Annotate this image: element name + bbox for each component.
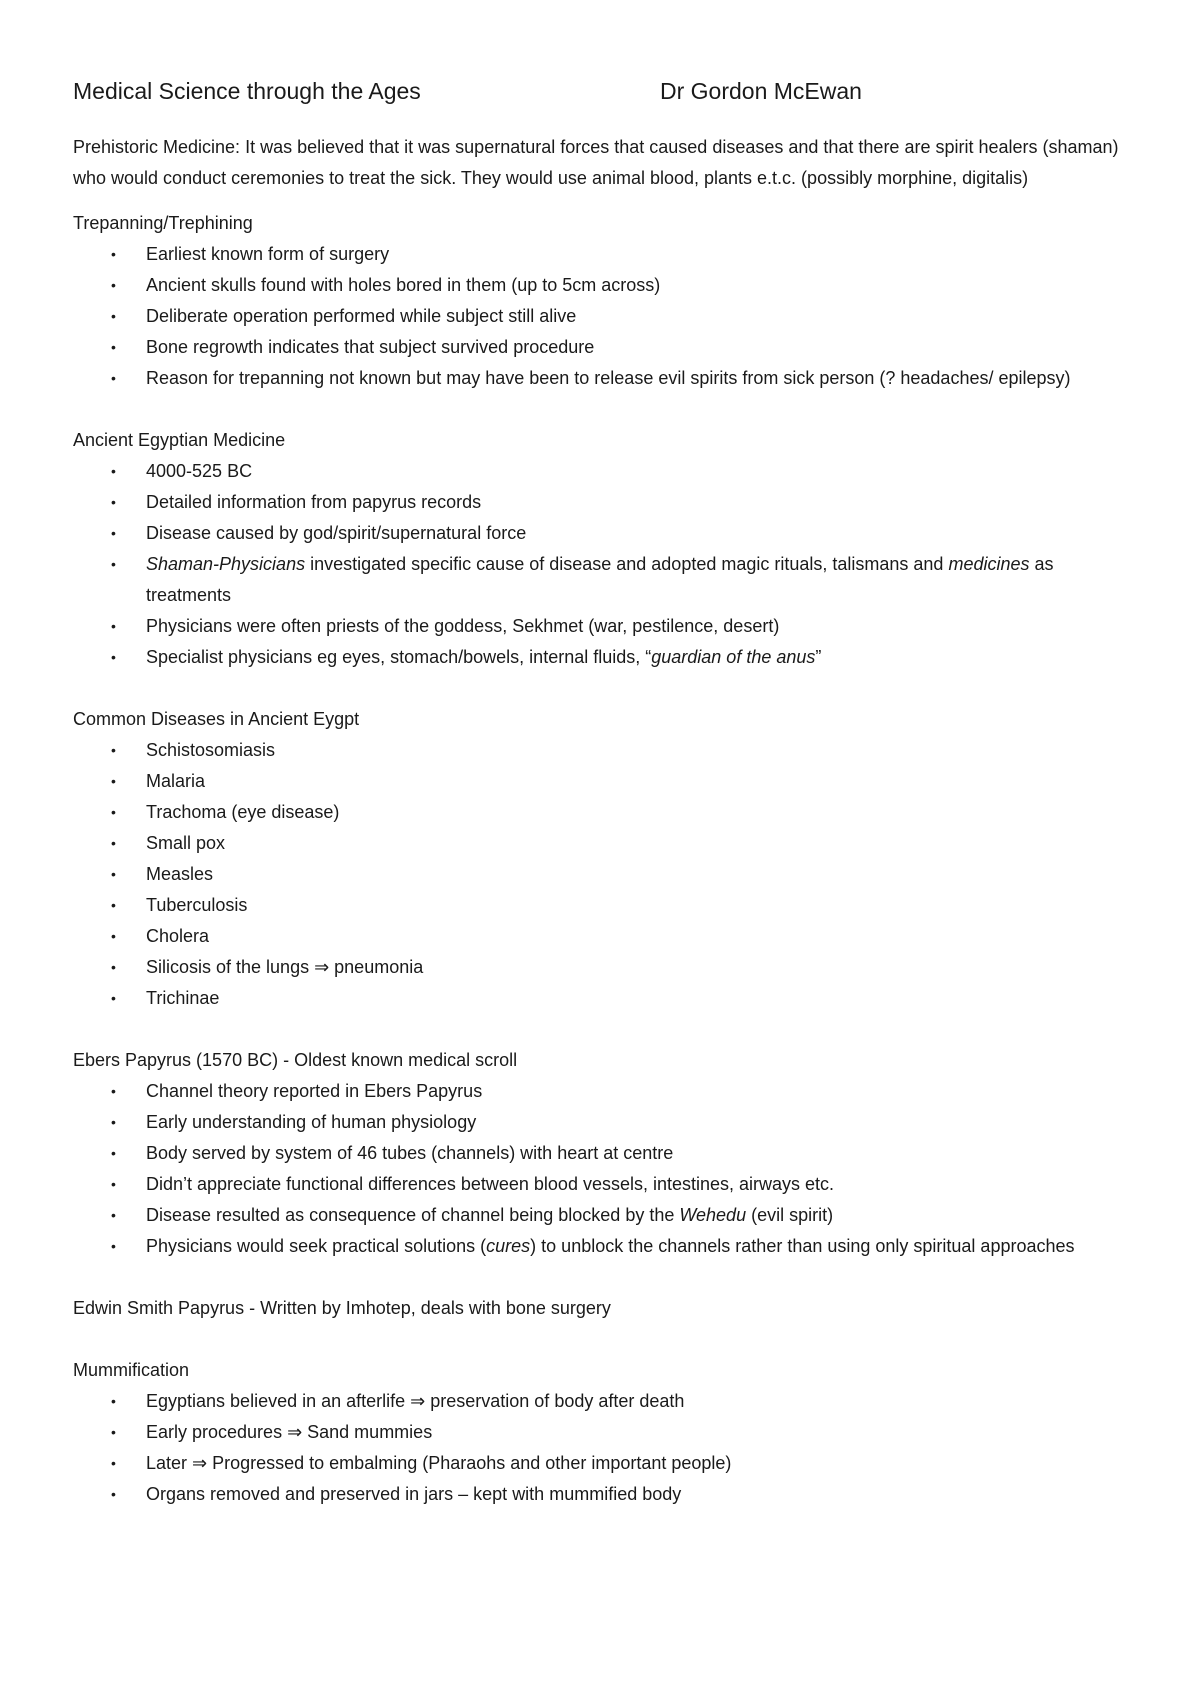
bullet-glyph: • (111, 277, 116, 293)
list-item: • Schistosomiasis (73, 735, 1133, 766)
italic-term: guardian of the anus (651, 647, 816, 667)
bullet-glyph: • (111, 556, 116, 572)
section-heading: Ebers Papyrus (1570 BC) - Oldest known medical scroll (73, 1050, 518, 1070)
section-trepanning (73, 208, 1133, 394)
list-item: • Later ⇒ Progressed to embalming (Pharaohs and other important people) (73, 1448, 1133, 1479)
bullet-list (73, 735, 1133, 1014)
edwin-smith-line: Edwin Smith Papyrus - Written by Imhotep, deals with bone surgery (73, 1298, 611, 1318)
bullet-glyph: • (111, 1424, 116, 1440)
italic-term: Shaman-Physicians (146, 554, 306, 574)
bullet-glyph: • (111, 1393, 116, 1409)
bullet-glyph: • (111, 370, 116, 386)
list-item: • Reason for trepanning not known but may have been to release evil spirits from sick person (? headaches/ epilepsy) (73, 363, 1133, 394)
bullet-list (73, 1076, 1133, 1262)
bullet-glyph: • (111, 618, 116, 634)
bullet-glyph: • (111, 773, 116, 789)
section-heading: Mummification (73, 1360, 190, 1380)
bullet-glyph: • (111, 339, 116, 355)
bullet-glyph: • (111, 928, 116, 944)
bullet-glyph: • (111, 835, 116, 851)
list-item: • Trichinae (73, 983, 1133, 1014)
list-item: • Physicians were often priests of the goddess, Sekhmet (war, pestilence, desert) (73, 611, 1133, 642)
document-author: Dr Gordon McEwan (660, 78, 862, 104)
section-ebers-papyrus (73, 1045, 1133, 1262)
list-item: • Specialist physicians eg eyes, stomach/bowels, internal fluids, “guardian of the anus” (73, 642, 1133, 673)
list-item: • Small pox (73, 828, 1133, 859)
bullet-list (73, 456, 1133, 673)
list-item: • Silicosis of the lungs ⇒ pneumonia (73, 952, 1133, 983)
section-heading: Common Diseases in Ancient Eygpt (73, 709, 360, 729)
bullet-glyph: • (111, 308, 116, 324)
bullet-glyph: • (111, 463, 116, 479)
bullet-glyph: • (111, 1455, 116, 1471)
bullet-glyph: • (111, 1238, 116, 1254)
list-item: • Cholera (73, 921, 1133, 952)
list-item: • Disease caused by god/spirit/supernatural force (73, 518, 1133, 549)
bullet-glyph: • (111, 246, 116, 262)
bullet-list (73, 239, 1133, 394)
document-header (73, 74, 1133, 112)
italic-term: medicines (948, 554, 1030, 574)
bullet-glyph: • (111, 897, 116, 913)
bullet-glyph: • (111, 494, 116, 510)
list-item: • Early procedures ⇒ Sand mummies (73, 1417, 1133, 1448)
section-heading: Ancient Egyptian Medicine (73, 430, 286, 450)
section-mummification (73, 1355, 1133, 1510)
bullet-list (73, 1386, 1133, 1510)
bullet-glyph: • (111, 1145, 116, 1161)
list-item: • Earliest known form of surgery (73, 239, 1133, 270)
list-item: • Organs removed and preserved in jars – kept with mummified body (73, 1479, 1133, 1510)
bullet-glyph: • (111, 804, 116, 820)
bullet-glyph: • (111, 990, 116, 1006)
bullet-glyph: • (111, 742, 116, 758)
italic-term: Wehedu (679, 1205, 747, 1225)
list-item: • Disease resulted as consequence of channel being blocked by the Wehedu (evil spirit) (73, 1200, 1133, 1231)
section-edwin-smith-papyrus (73, 1293, 1133, 1324)
document-page (73, 74, 1133, 1510)
italic-term: cures (486, 1236, 531, 1256)
list-item: • Tuberculosis (73, 890, 1133, 921)
list-item: • Malaria (73, 766, 1133, 797)
document-title: Medical Science through the Ages (73, 78, 421, 104)
bullet-glyph: • (111, 649, 116, 665)
section-common-diseases (73, 704, 1133, 1014)
bullet-glyph: • (111, 1207, 116, 1223)
list-item: • Egyptians believed in an afterlife ⇒ preservation of body after death (73, 1386, 1133, 1417)
prehistoric-paragraph: Prehistoric Medicine: It was believed that it was supernatural forces that caused diseases and that there are spirit healers (shaman) who would conduct ceremonies to treat the sick. They would use animal blood, plants e.t.c. (possibly morphine, digitalis) (73, 137, 1119, 188)
bullet-glyph: • (111, 1486, 116, 1502)
list-item: • Ancient skulls found with holes bored in them (up to 5cm across) (73, 270, 1133, 301)
bullet-glyph: • (111, 1176, 116, 1192)
list-item: • Early understanding of human physiology (73, 1107, 1133, 1138)
bullet-glyph: • (111, 525, 116, 541)
list-item: • Deliberate operation performed while subject still alive (73, 301, 1133, 332)
list-item: • Channel theory reported in Ebers Papyrus (73, 1076, 1133, 1107)
list-item: • Detailed information from papyrus records (73, 487, 1133, 518)
list-item: • 4000-525 BC (73, 456, 1133, 487)
list-item: • Didn’t appreciate functional differences between blood vessels, intestines, airways etc. (73, 1169, 1133, 1200)
list-item: • Body served by system of 46 tubes (channels) with heart at centre (73, 1138, 1133, 1169)
list-item: • Measles (73, 859, 1133, 890)
bullet-glyph: • (111, 959, 116, 975)
bullet-glyph: • (111, 1083, 116, 1099)
list-item: • Physicians would seek practical solutions (cures) to unblock the channels rather than using only spiritual approaches (73, 1231, 1133, 1262)
list-item: • Bone regrowth indicates that subject survived procedure (73, 332, 1133, 363)
list-item: • Shaman-Physicians investigated specific cause of disease and adopted magic rituals, talismans and medicines as treatments (73, 549, 1133, 611)
bullet-glyph: • (111, 1114, 116, 1130)
section-egyptian-medicine (73, 425, 1133, 673)
list-item: • Trachoma (eye disease) (73, 797, 1133, 828)
bullet-glyph: • (111, 866, 116, 882)
section-heading: Trepanning/Trephining (73, 213, 253, 233)
